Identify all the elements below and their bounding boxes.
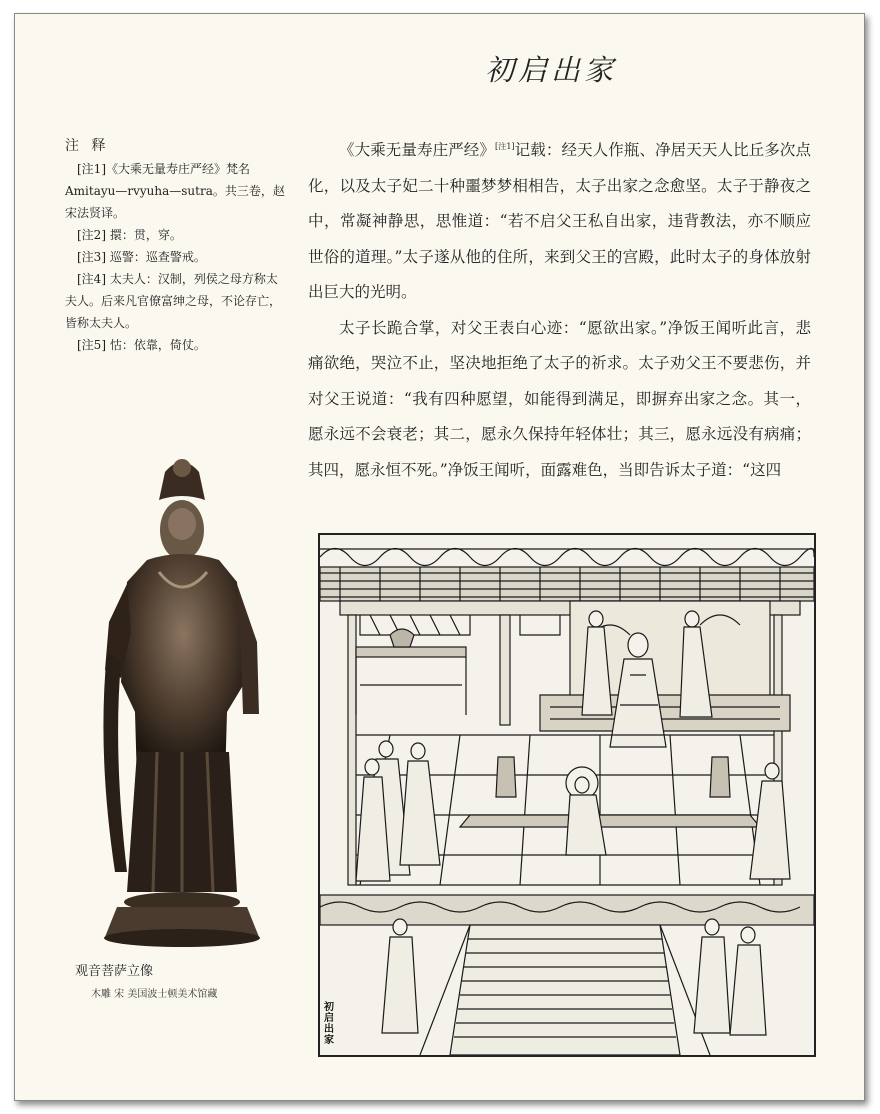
statue-subcaption: 木雕 宋 美国波士顿美术馆藏 [91, 989, 218, 1000]
main-text [308, 129, 811, 488]
notes-heading: 注 释 [65, 138, 110, 154]
palace-scene [320, 535, 814, 1055]
statue-caption: 观音菩萨立像 [75, 964, 154, 979]
page-title: 初启出家 [485, 53, 618, 87]
notes-list [65, 158, 287, 356]
note-4: [注4] 太夫人：汉制，列侯之母方称太夫人。后来凡官僚富绅之母，不论存亡，皆称太夫人。 [65, 272, 282, 330]
note-3: [注3] 巡警：巡查警戒。 [77, 250, 206, 264]
book-page [14, 13, 865, 1101]
footnote-ref: [注1] [495, 142, 515, 151]
note-1: [注1]《大乘无量寿庄严经》梵名 Amitayu—rvyuha—sutra。共三卷，赵宋法贤译。 [65, 162, 285, 220]
illustration-seal: 初启出家 [324, 1002, 334, 1046]
paragraph-1-text: 记载：经天人作瓶、净居天天人比丘多次点化，以及太子妃二十种噩梦梦相相告，太子出家之念愈坚。太子于静夜之中，常凝神静思，思惟道：“若不启父王私自出家，违背教法，亦不顺应世俗的道理。”太子遂从他的住所，来到父王的宫殿，此时太子的身体放射出巨大的光明。 [308, 141, 811, 302]
sutra-title: 《大乘无量寿庄严经》 [339, 141, 496, 160]
paragraph-2: 太子长跪合掌，对父王表白心迹：“愿欲出家。”净饭王闻听此言，悲痛欲绝，哭泣不止，坚决地拒绝了太子的祈求。太子劝父王不要悲伤，并对父王说道：“我有四种愿望，如能得到满足，即摒弃出家之念。其一，愿永远不会衰老；其二，愿永久保持年轻体壮；其三，愿永远没有病痛；其四，愿永恒不死。”净饭王闻听，面露难色，当即告诉太子道：“这四 [308, 318, 811, 479]
paragraph-1 [308, 129, 811, 311]
note-5: [注5] 怙：依靠，倚仗。 [77, 338, 206, 352]
statue-photo [87, 452, 277, 952]
woodblock-illustration [318, 533, 816, 1057]
note-2: [注2] 擐：贯，穿。 [77, 228, 182, 242]
